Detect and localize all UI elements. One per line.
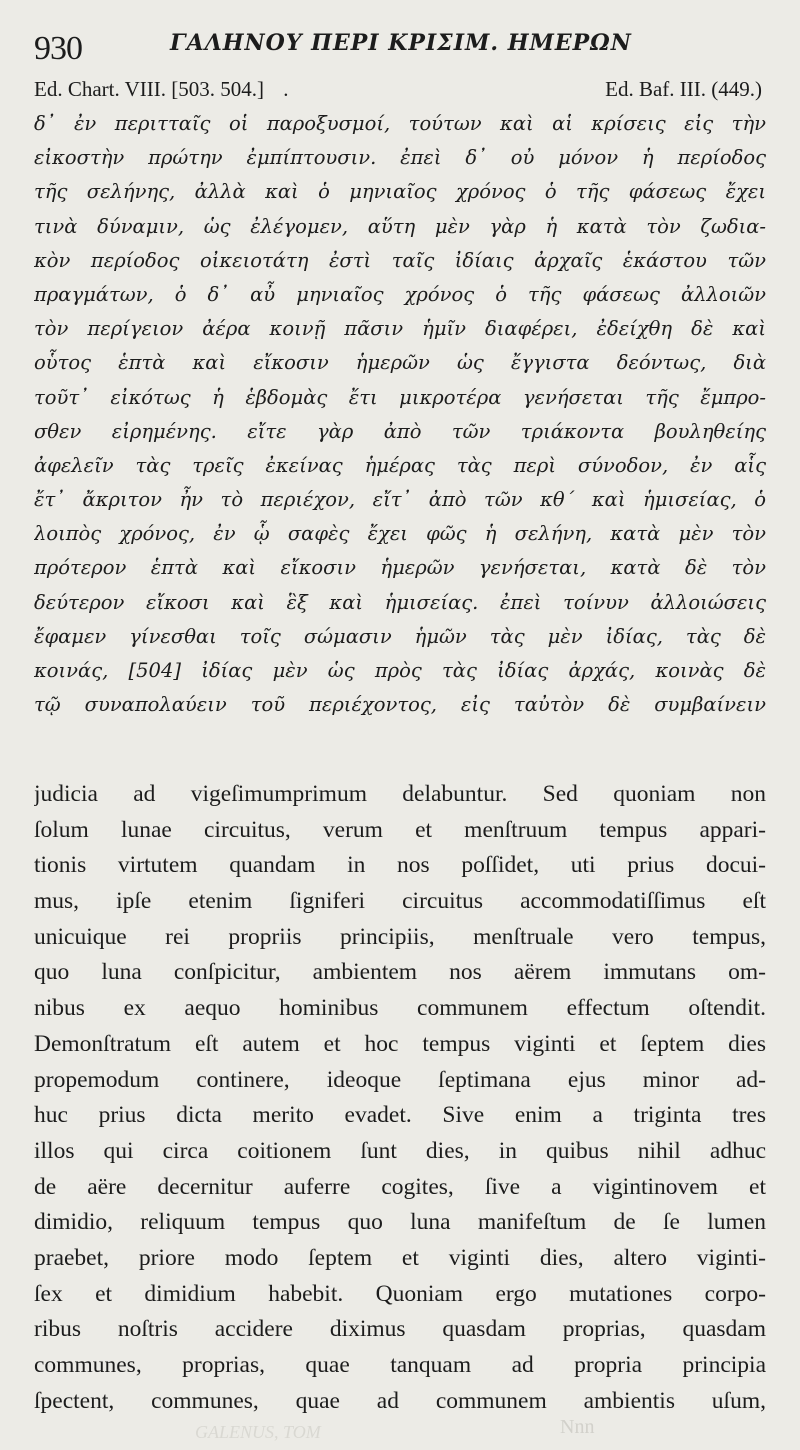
latin-line: illos qui circa coitionem ſunt dies, in quibus nihil adhuc bbox=[34, 1137, 766, 1164]
greek-line: πρότερον ἑπτὰ καὶ εἴκοσιν ἡμερῶν γενήσεται, κατὰ δὲ τὸν bbox=[34, 556, 766, 580]
greek-line: εἰκοστὴν πρώτην ἐμπίπτουσιν. ἐπεὶ δ᾽ οὐ μόνον ἡ περίοδος bbox=[34, 146, 766, 170]
latin-line: communes, proprias, quae tanquam ad propria principia bbox=[34, 1352, 766, 1378]
greek-line: κὸν περίοδος οἰκειοτάτη ἐστὶ ταῖς ἰδίαις ἀρχαῖς ἑκάστου τῶν bbox=[34, 248, 766, 272]
latin-line: nibus ex aequo hominibus communem effectum oſtendit. bbox=[34, 995, 766, 1022]
greek-line: δεύτερον εἴκοσι καὶ ἓξ καὶ ἡμισείας. ἐπεὶ τοίνυν ἀλλοιώσεις bbox=[34, 590, 766, 614]
edition-reference-right: Ed. Baf. III. (449.) bbox=[605, 77, 762, 101]
latin-line: Demonſtratum eſt autem et hoc tempus viginti et ſeptem dies bbox=[34, 1030, 766, 1057]
page-number: 930 bbox=[34, 30, 82, 67]
greek-line: ἔφαμεν γίνεσθαι τοῖς σώμασιν ἡμῶν τὰς μὲν ἰδίας, τὰς δὲ bbox=[34, 624, 766, 648]
latin-line: de aëre decernitur auferre cogites, ſive a vigintinovem et bbox=[34, 1173, 766, 1200]
greek-line: πραγμάτων, ὁ δ᾽ αὖ μηνιαῖος χρόνος ὁ τῆς φάσεως ἀλλοιῶν bbox=[34, 282, 766, 306]
greek-line: ἀφελεῖν τὰς τρεῖς ἐκείνας ἡμέρας τὰς περὶ σύνοδον, ἐν αἷς bbox=[34, 453, 766, 477]
bleed-through-text: GALENUS, TOM bbox=[195, 1422, 321, 1442]
running-title: ΓΑΛΗΝΟΥ ΠΕΡΙ ΚΡΙΣΙΜ. ΗΜΕΡΩΝ bbox=[170, 30, 632, 56]
greek-line: τῆς σελήνης, ἀλλὰ καὶ ὁ μηνιαῖος χρόνος ὁ τῆς φάσεως ἔχει bbox=[34, 180, 766, 204]
latin-line: ſpectent, communes, quae ad communem ambientis uſum, bbox=[34, 1387, 766, 1414]
latin-line: propemodum continere, ideoque ſeptimana ejus minor ad- bbox=[34, 1066, 766, 1093]
latin-line: praebet, priore modo ſeptem et viginti dies, altero viginti- bbox=[34, 1244, 766, 1271]
greek-line: λοιπὸς χρόνος, ἐν ᾧ σαφὲς ἔχει φῶς ἡ σελήνη, κατὰ μὲν τὸν bbox=[34, 522, 766, 546]
latin-line: unicuique rei propriis principiis, menſtruale vero tempus, bbox=[34, 923, 766, 950]
edition-reference-left bbox=[34, 77, 289, 102]
latin-line: ſex et dimidium habebit. Quoniam ergo mutationes corpo- bbox=[34, 1280, 766, 1307]
latin-line: ſolum lunae circuitus, verum et menſtruum tempus appari- bbox=[34, 816, 766, 843]
latin-line: mus, ipſe etenim ſigniferi circuitus accommodatiſſimus eſt bbox=[34, 888, 766, 915]
greek-line: τοῦτ᾽ εἰκότως ἡ ἑβδομὰς ἔτι μικροτέρα γενήσεται τῆς ἔμπρο- bbox=[34, 385, 766, 409]
greek-line: ἔτ᾽ ἄκριτον ἦν τὸ περιέχον, εἴτ᾽ ἀπὸ τῶν κθ΄ καὶ ἡμισείας, ὁ bbox=[34, 488, 766, 512]
latin-line: quo luna conſpicitur, ambientem nos aërem immutans om- bbox=[34, 959, 766, 986]
greek-line: σθεν εἰρημένης. εἴτε γὰρ ἀπὸ τῶν τριάκοντα βουληθείης bbox=[34, 419, 766, 443]
latin-line: dimidio, reliquum tempus quo luna manifeſtum de ſe lumen bbox=[34, 1209, 766, 1236]
greek-line: τὸν περίγειον ἀέρα κοινῇ πᾶσιν ἡμῖν διαφέρει, ἐδείχθη δὲ καὶ bbox=[34, 317, 766, 341]
greek-line: τῷ συναπολαύειν τοῦ περιέχοντος, εἰς ταὐτὸν δὲ συμβαίνειν bbox=[34, 693, 766, 717]
edition-reference-left-text: Ed. Chart. VIII. [503. 504.] bbox=[34, 77, 264, 101]
edition-reference-left-dot: . bbox=[283, 77, 289, 101]
latin-line: ribus noſtris accidere diximus quasdam proprias, quasdam bbox=[34, 1316, 766, 1343]
greek-line: κοινάς, [504] ἰδίας μὲν ὡς πρὸς τὰς ἰδίας ἀρχάς, κοινὰς δὲ bbox=[34, 659, 766, 682]
greek-line: δ᾽ ἐν περιτταῖς οἱ παροξυσμοί, τούτων καὶ αἱ κρίσεις εἰς τὴν bbox=[34, 112, 766, 135]
greek-line: οὗτος ἑπτὰ καὶ εἴκοσιν ἡμερῶν ὡς ἔγγιστα δεόντως, διὰ bbox=[34, 351, 766, 375]
greek-line: τινὰ δύναμιν, ὡς ἐλέγομεν, αὕτη μὲν γὰρ ἡ κατὰ τὸν ζωδια- bbox=[34, 214, 766, 238]
greek-text-block bbox=[34, 107, 766, 722]
latin-text-block bbox=[34, 777, 766, 1419]
bleed-through-text: Nnn bbox=[560, 1416, 595, 1438]
latin-line: judicia ad vigeſimumprimum delabuntur. Sed quoniam non bbox=[34, 781, 766, 807]
latin-line: tionis virtutem quandam in nos poſſidet, uti prius docui- bbox=[34, 852, 766, 879]
latin-line: huc prius dicta merito evadet. Sive enim a triginta tres bbox=[34, 1102, 766, 1129]
